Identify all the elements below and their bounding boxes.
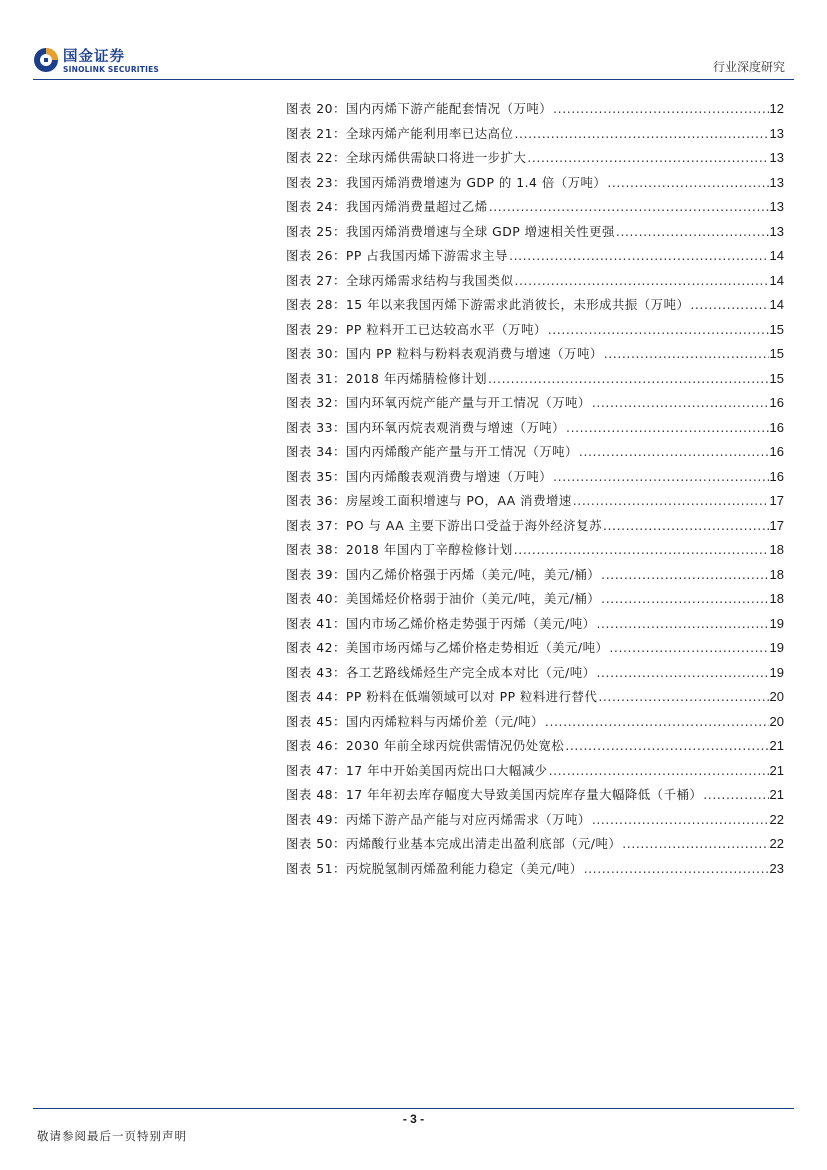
toc-entry-page: 20 [769,713,784,729]
toc-entry-page: 22 [769,811,784,827]
toc-entry[interactable] [286,320,784,345]
toc-leader-dots [527,150,768,165]
toc-leader-dots [548,322,769,337]
toc-entry-label: 图表 51：丙烷脱氢制丙烯盈利能力稳定（美元/吨） [286,860,583,876]
toc-entry-page: 21 [769,738,784,753]
toc-entry-page: 15 [769,346,784,361]
toc-entry[interactable] [286,393,784,418]
toc-entry-page: 14 [769,272,784,288]
toc-entry-label: 图表 30：国内 PP 粒料与粉料表观消费与增速（万吨） [286,346,603,361]
toc-leader-dots [545,714,769,729]
toc-leader-dots [509,248,768,263]
toc-entry-page: 19 [769,615,784,631]
toc-entry-label: 图表 29：PP 粒料开工已达较高水平（万吨） [286,321,547,337]
toc-leader-dots [607,175,768,190]
toc-leader-dots [584,861,769,876]
toc-entry-label: 图表 36：房屋竣工面积增速与 PO，AA 消费增速 [286,493,572,508]
toc-leader-dots [549,763,769,778]
toc-entry-label: 图表 38：2018 年国内丁辛醇检修计划 [286,542,513,557]
toc-entry-page: 16 [769,395,784,410]
toc-entry-label: 图表 35：国内丙烯酸表观消费与增速（万吨） [286,468,553,484]
toc-entry[interactable] [286,540,784,565]
toc-leader-dots [604,346,769,361]
toc-entry[interactable] [286,173,784,198]
toc-entry[interactable] [286,148,784,173]
toc-entry-label: 图表 50：丙烯酸行业基本完成出清走出盈利底部（元/吨） [286,836,622,851]
toc-entry-label: 图表 28：15 年以来我国丙烯下游需求此消彼长，未形成共振（万吨） [286,297,690,312]
toc-entry-page: 13 [769,199,784,214]
toc-entry[interactable] [286,687,784,712]
toc-entry-page: 16 [769,419,784,435]
toc-entry[interactable] [286,589,784,614]
toc-entry-label: 图表 40：美国烯烃价格弱于油价（美元/吨，美元/桶） [286,591,601,606]
toc-entry-label: 图表 45：国内丙烯粒料与丙烯价差（元/吨） [286,713,544,729]
toc-leader-dots [598,689,768,704]
toc-leader-dots [690,297,768,312]
toc-entry-page: 12 [769,101,784,116]
toc-entry-label: 图表 27：全球丙烯需求结构与我国类似 [286,272,514,288]
page-number: - 3 - [402,1112,425,1126]
toc-leader-dots [592,812,769,827]
toc-entry-label: 图表 24：我国丙烯消费量超过乙烯 [286,199,488,214]
toc-entry-page: 15 [769,321,784,337]
toc-entry-label: 图表 49：丙烯下游产品产能与对应丙烯需求（万吨） [286,811,591,827]
toc-entry-label: 图表 21：全球丙烯产能利用率已达高位 [286,125,514,141]
toc-leader-dots [489,199,769,214]
toc-entry[interactable] [286,246,784,271]
toc-entry-page: 17 [769,517,784,533]
toc-leader-dots [703,787,768,802]
table-of-figures [286,99,784,883]
toc-entry[interactable] [286,712,784,737]
toc-entry-page: 14 [769,248,784,263]
toc-entry-page: 17 [769,493,784,508]
toc-leader-dots [596,665,768,680]
toc-leader-dots [566,420,769,435]
page-header [0,0,827,82]
toc-entry-page: 19 [769,664,784,680]
toc-entry-page: 13 [769,223,784,239]
toc-leader-dots [622,836,768,851]
toc-entry-label: 图表 33：国内环氧丙烷表观消费与增速（万吨） [286,419,566,435]
toc-entry-label: 图表 41：国内市场乙烯价格走势强于丙烯（美元/吨） [286,615,596,631]
toc-entry[interactable] [286,834,784,859]
toc-entry-label: 图表 37：PO 与 AA 主要下游出口受益于海外经济复苏 [286,517,602,533]
toc-entry-page: 22 [769,836,784,851]
report-type-label: 行业深度研究 [712,60,785,74]
disclaimer-text: 敬请参阅最后一页特别声明 [37,1129,187,1143]
toc-leader-dots [601,567,768,582]
toc-leader-dots [579,444,769,459]
toc-entry[interactable] [286,859,784,884]
toc-entry[interactable] [286,418,784,443]
toc-leader-dots [553,101,768,116]
toc-leader-dots [514,542,769,557]
toc-leader-dots [603,518,769,533]
toc-entry-page: 15 [769,370,784,386]
toc-entry[interactable] [286,736,784,761]
toc-entry[interactable] [286,124,784,149]
toc-leader-dots [565,738,768,753]
toc-entry-page: 21 [769,787,784,802]
toc-leader-dots [514,273,768,288]
toc-leader-dots [592,395,769,410]
logo-text-cn: 国金证券 [63,49,125,65]
toc-entry[interactable] [286,638,784,663]
toc-entry-page: 18 [769,566,784,582]
toc-entry-page: 20 [769,689,784,704]
toc-entry-label: 图表 25：我国丙烯消费增速与全球 GDP 增速相关性更强 [286,223,615,239]
toc-entry[interactable] [286,810,784,835]
toc-entry-page: 21 [769,762,784,778]
toc-entry-page: 13 [769,174,784,190]
toc-entry-page: 16 [769,444,784,459]
toc-entry[interactable] [286,565,784,590]
toc-entry-label: 图表 31：2018 年丙烯腈检修计划 [286,370,487,386]
toc-leader-dots [609,640,768,655]
toc-entry[interactable] [286,516,784,541]
header-divider [33,79,794,80]
toc-entry-label: 图表 43：各工艺路线烯烃生产完全成本对比（元/吨） [286,664,596,680]
toc-leader-dots [514,126,768,141]
toc-leader-dots [596,616,768,631]
toc-entry[interactable] [286,295,784,320]
toc-entry[interactable] [286,197,784,222]
toc-entry-label: 图表 20：国内丙烯下游产能配套情况（万吨） [286,101,553,116]
logo-text-en: SINOLINK SECURITIES [63,65,160,74]
toc-entry-label: 图表 39：国内乙烯价格强于丙烯（美元/吨，美元/桶） [286,566,601,582]
toc-entry-label: 图表 23：我国丙烯消费增速为 GDP 的 1.4 倍（万吨） [286,174,607,190]
logo-mark-icon [33,47,59,73]
toc-entry-page: 13 [769,125,784,141]
toc-leader-dots [553,469,768,484]
toc-entry-page: 14 [769,297,784,312]
toc-entry-page: 18 [769,591,784,606]
toc-entry-label: 图表 32：国内环氧丙烷产能产量与开工情况（万吨） [286,395,591,410]
toc-entry[interactable] [286,271,784,296]
toc-entry-label: 图表 47：17 年中开始美国丙烷出口大幅减少 [286,762,548,778]
toc-entry-label: 图表 46：2030 年前全球丙烷供需情况仍处宽松 [286,738,565,753]
footer-divider [33,1108,794,1109]
toc-entry-label: 图表 42：美国市场丙烯与乙烯价格走势相近（美元/吨） [286,640,609,655]
toc-leader-dots [488,371,769,386]
toc-entry-page: 16 [769,468,784,484]
toc-entry-label: 图表 26：PP 占我国丙烯下游需求主导 [286,248,509,263]
toc-leader-dots [601,591,768,606]
toc-entry[interactable] [286,785,784,810]
toc-entry[interactable] [286,614,784,639]
toc-entry-label: 图表 22：全球丙烯供需缺口将进一步扩大 [286,150,527,165]
toc-leader-dots [573,493,769,508]
toc-entry[interactable] [286,491,784,516]
toc-entry-page: 19 [769,640,784,655]
toc-entry[interactable] [286,467,784,492]
company-logo [33,44,160,78]
toc-entry-page: 18 [769,542,784,557]
toc-entry-label: 图表 48：17 年年初去库存幅度大导致美国丙烷库存量大幅降低（千桶） [286,787,703,802]
toc-entry-page: 13 [769,150,784,165]
toc-entry[interactable] [286,344,784,369]
toc-entry[interactable] [286,222,784,247]
toc-entry-page: 23 [769,860,784,876]
toc-entry[interactable] [286,99,784,124]
toc-entry-label: 图表 34：国内丙烯酸产能产量与开工情况（万吨） [286,444,578,459]
toc-entry[interactable] [286,442,784,467]
toc-entry[interactable] [286,369,784,394]
toc-entry[interactable] [286,761,784,786]
toc-entry-label: 图表 44：PP 粉料在低端领域可以对 PP 粒料进行替代 [286,689,598,704]
toc-leader-dots [616,224,769,239]
toc-entry[interactable] [286,663,784,688]
